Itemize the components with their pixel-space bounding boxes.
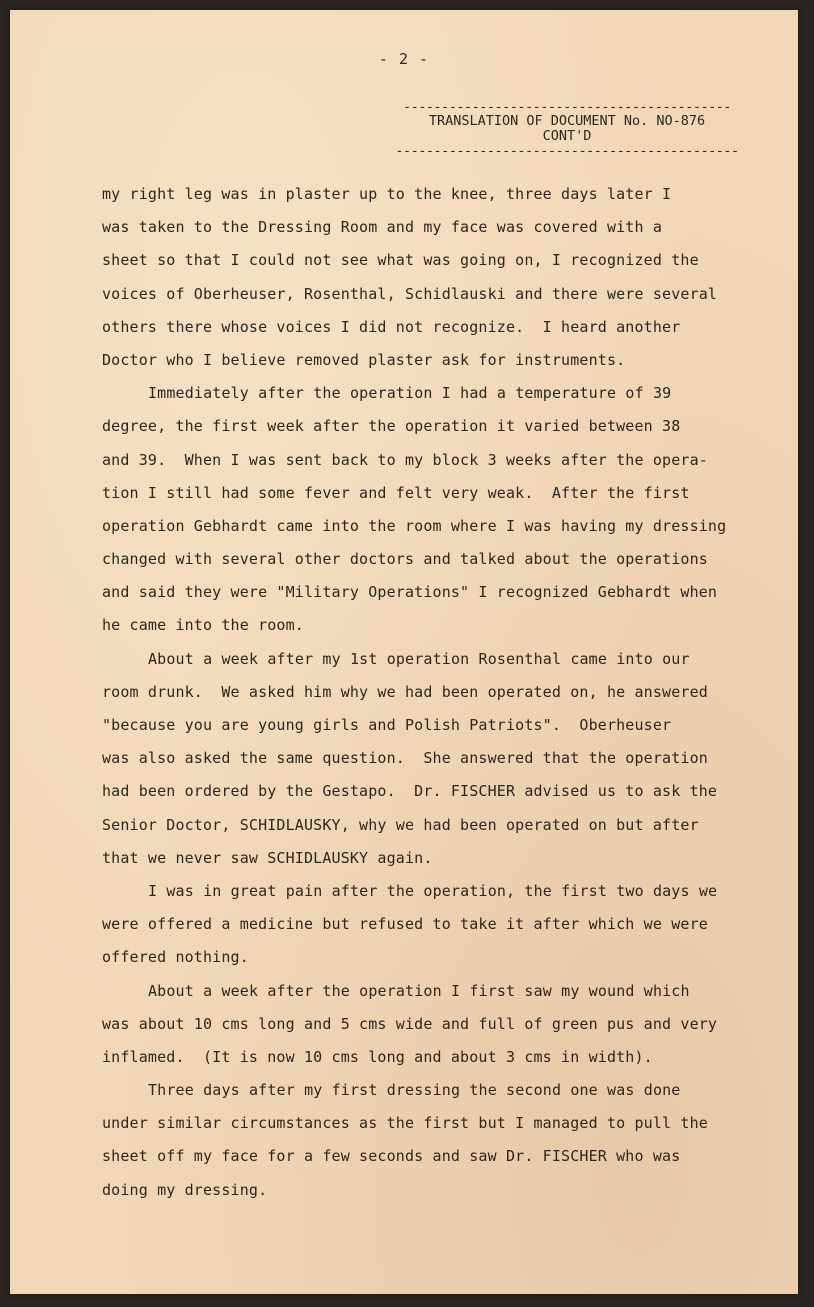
text-line: was taken to the Dressing Room and my face was covered with a [102, 218, 663, 237]
paragraph [102, 178, 772, 377]
text-line: Three days after my first dressing the second one was done [148, 1081, 681, 1100]
translation-header [372, 100, 762, 158]
text-line: were offered a medicine but refused to take it after which we were [102, 915, 708, 934]
header-title: TRANSLATION OF DOCUMENT No. NO-876 [428, 113, 706, 129]
text-line: my right leg was in plaster up to the knee, three days later I [102, 185, 672, 203]
text-line: had been ordered by the Gestapo. Dr. FISCHER advised us to ask the [102, 782, 718, 801]
header-rule-top: ------------------------------------------- [403, 100, 731, 114]
text-line: that we never saw SCHIDLAUSKY again. [102, 848, 433, 867]
text-line: sheet off my face for a few seconds and saw Dr. FISCHER who was [102, 1147, 681, 1166]
text-line: he came into the room. [102, 616, 304, 635]
text-line: Doctor who I believe removed plaster ask for instruments. [102, 350, 626, 369]
text-line: changed with several other doctors and talked about the operations [102, 550, 708, 569]
text-line: sheet so that I could not see what was going on, I recognized the [102, 251, 699, 270]
text-line: About a week after the operation I first saw my wound which [148, 981, 690, 1000]
text-line: operation Gebhardt came into the room where I was having my dressing [102, 516, 727, 535]
text-line: was about 10 cms long and 5 cms wide and full of green pus and very [102, 1014, 718, 1033]
text-line: About a week after my 1st operation Rosenthal came into our [148, 649, 690, 668]
page-number: - 2 - [378, 50, 430, 68]
text-line: and 39. When I was sent back to my block 3 weeks after the opera- [102, 450, 708, 469]
paragraph [102, 875, 772, 975]
text-line: others there whose voices I did not recognize. I heard another [102, 317, 681, 336]
text-line: was also asked the same question. She answered that the operation [102, 749, 708, 768]
text-line: tion I still had some fever and felt very weak. After the first [102, 483, 690, 502]
text-line: degree, the first week after the operation it varied between 38 [102, 417, 681, 436]
text-line: offered nothing. [102, 948, 249, 967]
paragraph [102, 377, 772, 643]
text-line: Senior Doctor, SCHIDLAUSKY, why we had been operated on but after [102, 815, 699, 834]
text-line: I was in great pain after the operation, the first two days we [148, 881, 718, 900]
document-body [102, 178, 772, 1207]
document-page [10, 10, 798, 1294]
text-line: and said they were "Military Operations" I recognized Gebhardt when [102, 583, 718, 602]
text-line: voices of Oberheuser, Rosenthal, Schidlauski and there were several [102, 284, 718, 303]
text-line: room drunk. We asked him why we had been operated on, he answered [102, 682, 708, 701]
text-line: "because you are young girls and Polish Patriots". Oberheuser [102, 716, 672, 734]
text-line: under similar circumstances as the first but I managed to pull the [102, 1114, 708, 1133]
paragraph [102, 975, 772, 1075]
text-line: inflamed. (It is now 10 cms long and about 3 cms in width). [102, 1047, 653, 1066]
text-line: doing my dressing. [102, 1180, 268, 1199]
paragraph [102, 643, 772, 875]
header-continued: CONT'D [542, 128, 592, 144]
header-rule-bottom: --------------------------------------------- [395, 144, 739, 158]
text-line: Immediately after the operation I had a temperature of 39 [148, 384, 672, 403]
paragraph [102, 1074, 772, 1207]
